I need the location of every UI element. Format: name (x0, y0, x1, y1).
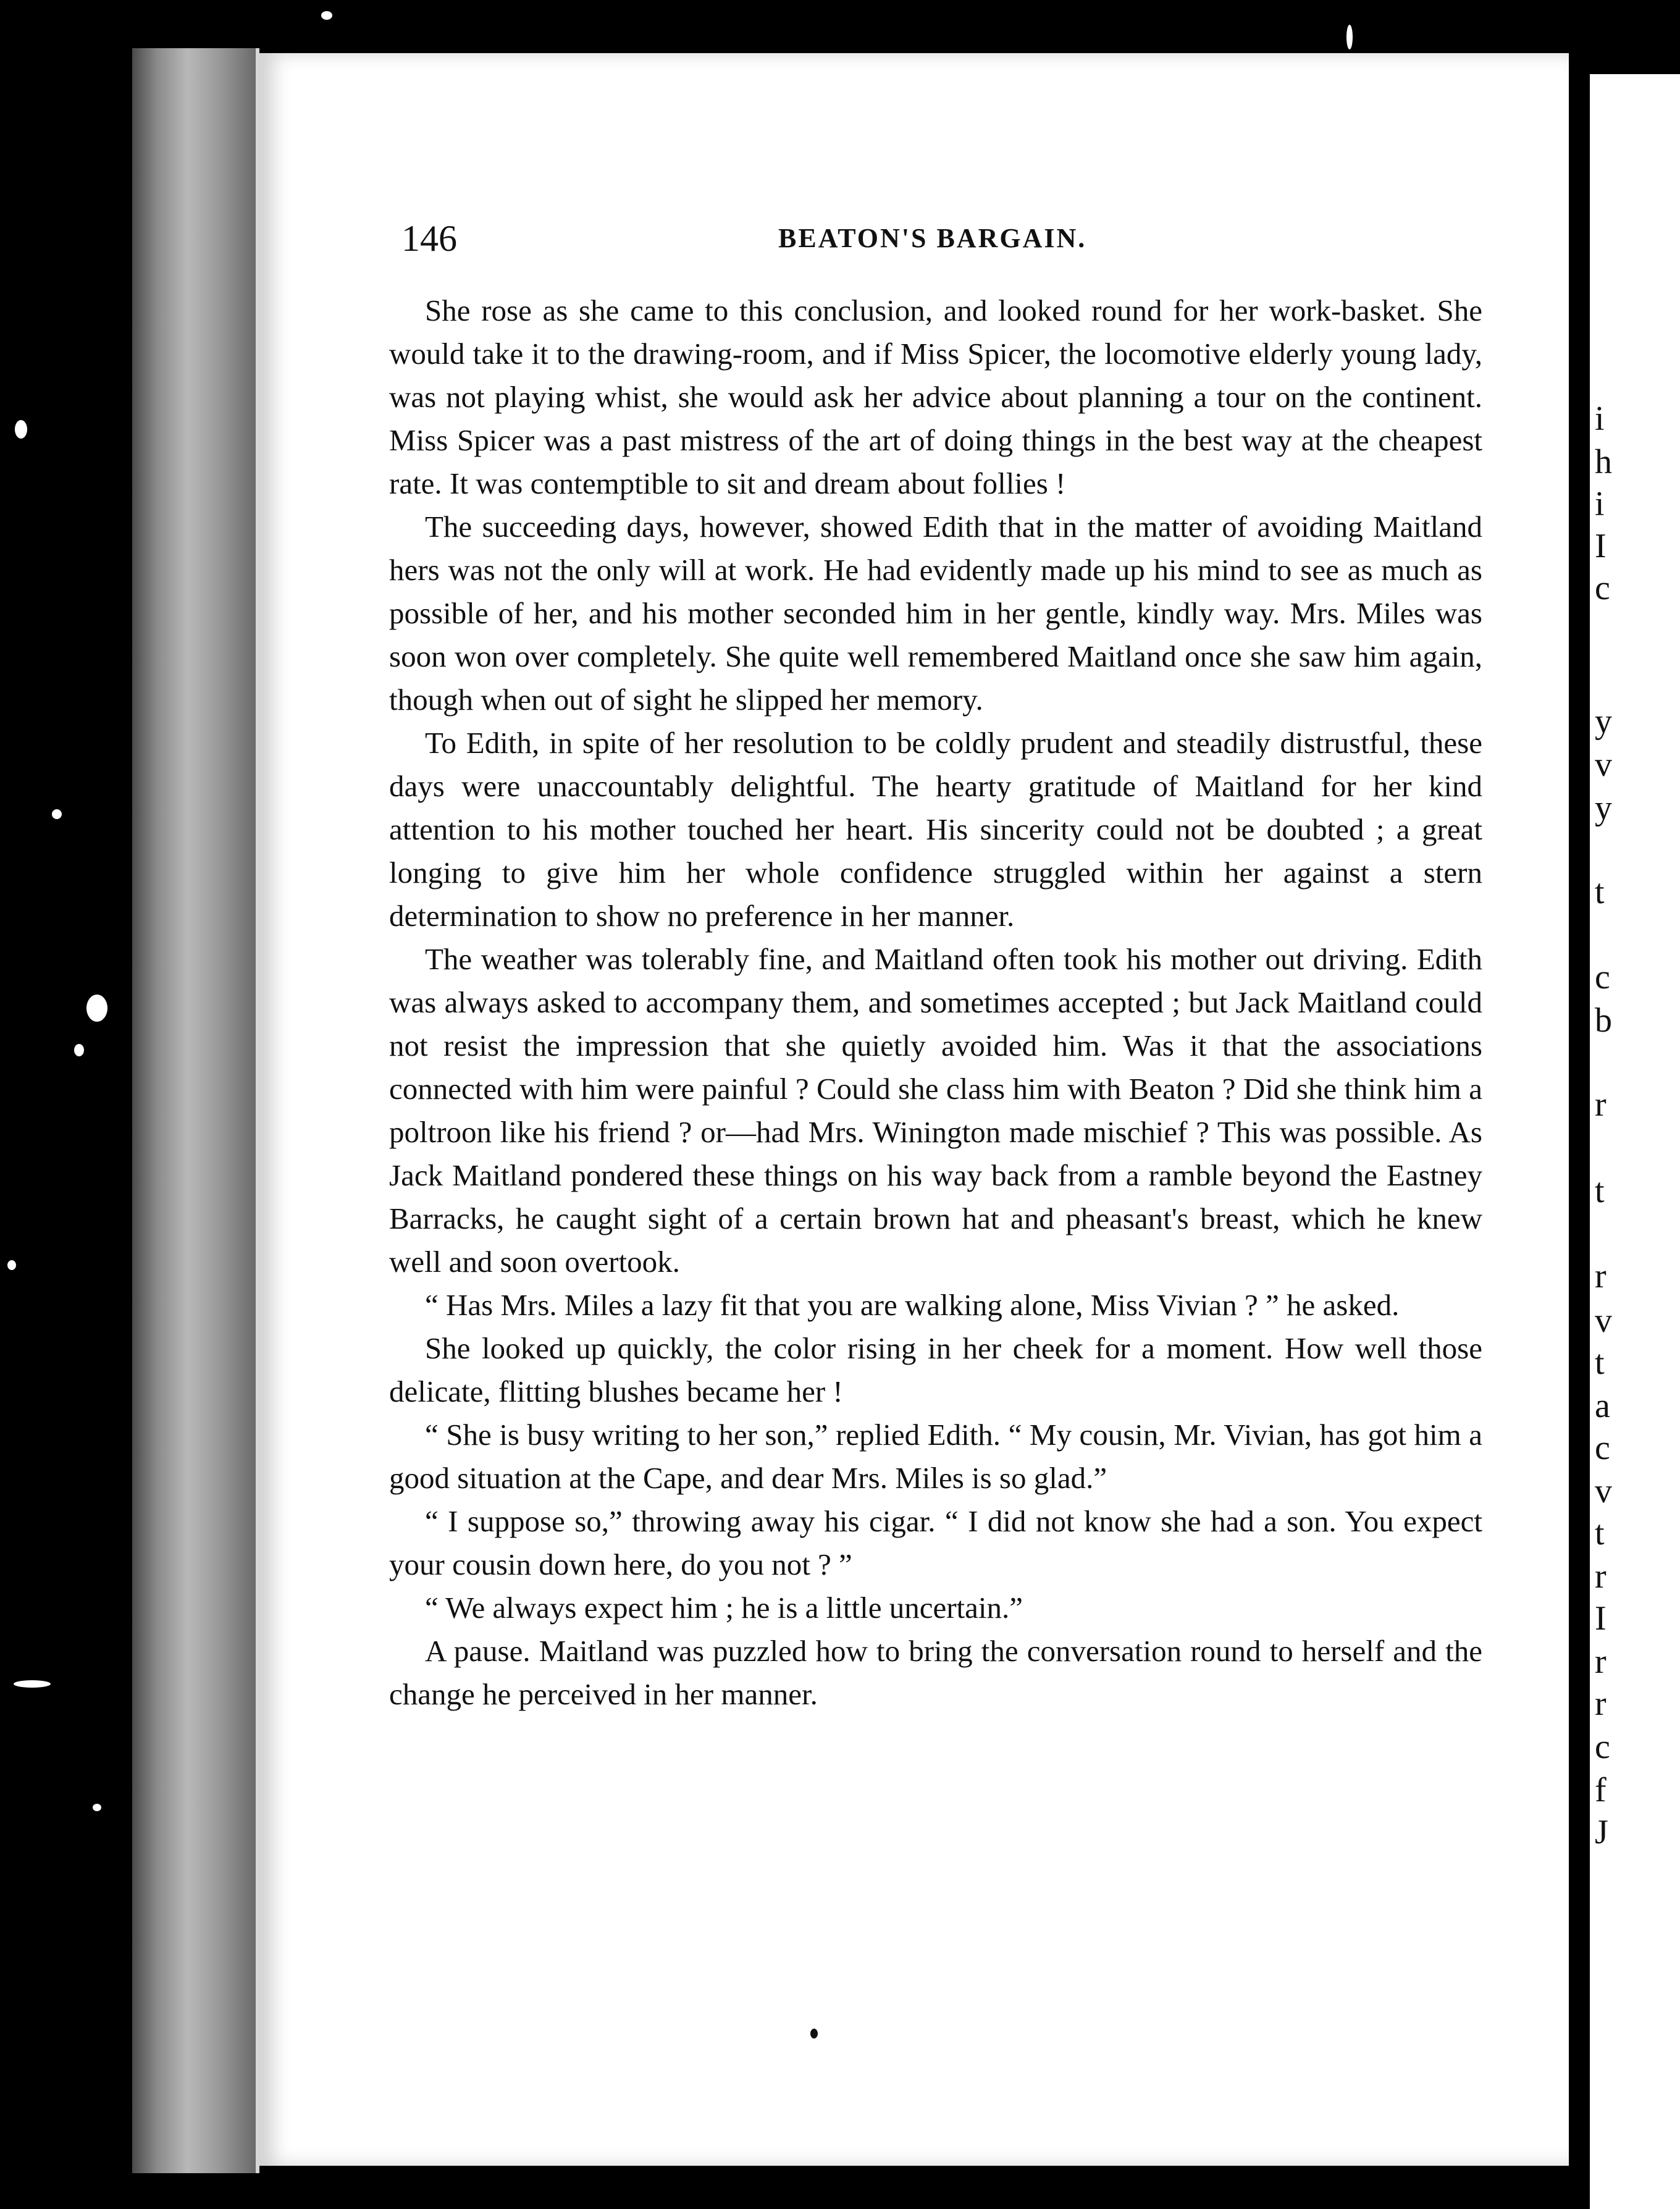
facing-fragment: t (1595, 1172, 1605, 1210)
paragraph: The succeeding days, however, showed Edith that in the matter of avoiding Maitland hers was not the only will at work. He had evidently made up his mind to see as much as possible of her, and his mother seconded him in her gentle, kindly way. Mrs. Miles was soon won over completely. She quite well remembered Maitland once she saw him again, though when out of sight he slipped her memory. (389, 510, 1482, 717)
facing-fragment: v (1595, 1472, 1612, 1510)
facing-fragment: a (1595, 1387, 1610, 1425)
scan-speck (52, 809, 62, 819)
facing-fragment: I (1595, 527, 1606, 565)
text-body (389, 289, 1482, 1716)
facing-fragment: c (1595, 1429, 1610, 1467)
paragraph: “ I suppose so,” throwing away his cigar. “ I did not know she had a son. You expect your cousin down here, do you not ? ” (389, 1504, 1482, 1581)
scan-speck (15, 420, 27, 439)
facing-fragment: t (1595, 873, 1605, 911)
page-number: 146 (401, 218, 457, 259)
facing-fragment: r (1595, 1643, 1606, 1681)
ink-dot (810, 2029, 818, 2039)
facing-fragment: c (1595, 569, 1610, 607)
scan-speck (86, 995, 107, 1022)
facing-fragment: i (1595, 400, 1605, 438)
book-page-edges (132, 48, 259, 2173)
paragraph: “ Has Mrs. Miles a lazy fit that you are walking alone, Miss Vivian ? ” he asked. (425, 1288, 1400, 1322)
facing-fragment: b (1595, 1001, 1612, 1040)
page-header (401, 217, 1482, 267)
scan-speck (93, 1804, 101, 1811)
facing-fragment: t (1595, 1514, 1605, 1552)
facing-page-edge (1590, 74, 1680, 2209)
facing-fragment: v (1595, 1302, 1612, 1340)
facing-fragment: v (1595, 746, 1612, 784)
facing-fragment: r (1595, 1085, 1606, 1124)
paragraph: “ She is busy writing to her son,” replied Edith. “ My cousin, Mr. Vivian, has got him a good situation at the Cape, and dear Mrs. Miles is so glad.” (389, 1418, 1482, 1495)
facing-fragment: y (1595, 702, 1612, 741)
facing-fragment: i (1595, 485, 1605, 523)
scan-speck (321, 11, 332, 20)
paragraph: “ We always expect him ; he is a little uncertain.” (425, 1591, 1023, 1625)
paragraph: To Edith, in spite of her resolution to be coldly prudent and steadily distrustful, these days were unaccountably delightful. The hearty gratitude of Maitland for her kind attention to his mother touched her heart. His sincerity could not be doubted ; a great longing to give him her whole confidence struggled within her against a stern determination to show no preference in her manner. (389, 726, 1482, 933)
paragraph: The weather was tolerably fine, and Maitland often took his mother out driving. Edith was always asked to accompany them, and sometimes accepted ; but Jack Maitland could not resist the impression that she quietly avoided him. Was it that the associations connected with him were painful ? Could she class him with Beaton ? Did she think him a poltroon like his friend ? or—had Mrs. Winington made mischief ? This was possible. As Jack Maitland pondered these things on his way back from a ramble beyond the Eastney Barracks, he caught sight of a certain brown hat and pheasant's breast, which he knew well and soon overtook. (389, 942, 1482, 1279)
facing-fragment: f (1595, 1771, 1606, 1809)
paragraph: She rose as she came to this conclusion, and looked round for her work-basket. She would take it to the drawing-room, and if Miss Spicer, the locomotive elderly young lady, was not playing whist, she would ask her advice about planning a tour on the continent. Miss Spicer was a past mistress of the art of doing things in the best way at the cheapest rate. It was contemptible to sit and dream about follies ! (389, 293, 1482, 500)
facing-fragment: y (1595, 789, 1612, 827)
paragraph: A pause. Maitland was puzzled how to bring the conversation round to herself and the change he perceived in her manner. (389, 1634, 1482, 1711)
facing-fragment: r (1595, 1557, 1606, 1596)
paragraph: She looked up quickly, the color rising in her cheek for a moment. How well those delicate, flitting blushes became her ! (389, 1331, 1482, 1408)
facing-fragment: c (1595, 958, 1610, 996)
facing-fragment: t (1595, 1344, 1605, 1382)
scan-speck (14, 1680, 51, 1688)
facing-fragment: r (1595, 1685, 1606, 1723)
running-head: BEATON'S BARGAIN. (778, 223, 1087, 253)
scan-speck (1346, 25, 1353, 49)
facing-fragment: I (1595, 1599, 1606, 1638)
facing-fragment: h (1595, 443, 1612, 481)
scan-speck (74, 1044, 84, 1056)
facing-fragment: c (1595, 1728, 1610, 1766)
scan-speck (7, 1260, 16, 1270)
facing-fragment: J (1595, 1813, 1608, 1851)
facing-fragment: r (1595, 1257, 1606, 1295)
